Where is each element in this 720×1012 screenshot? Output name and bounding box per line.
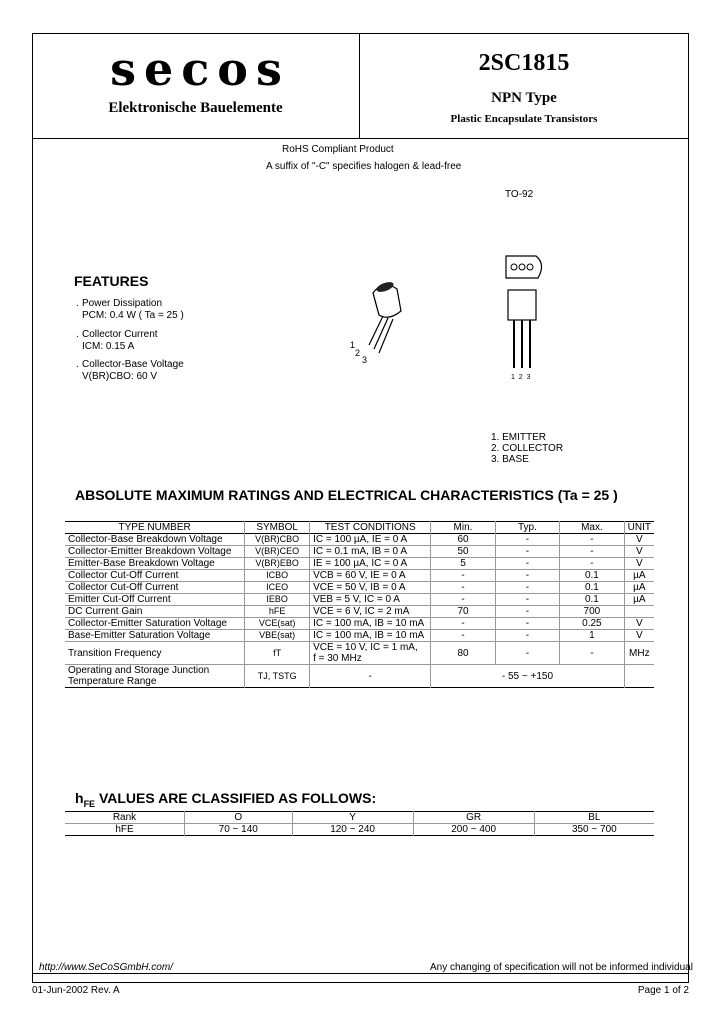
param-name: Collector Cut-Off Current bbox=[68, 570, 179, 581]
param-symbol: IEBO bbox=[245, 594, 310, 606]
test-conditions: IC = 0.1 mA, IB = 0 A bbox=[310, 546, 431, 558]
pin-1-label: 1. EMITTER bbox=[491, 432, 547, 443]
footer-page-number: Page 1 of 2 bbox=[637, 985, 689, 996]
col-header: UNIT bbox=[624, 522, 654, 534]
footer-date: 01-Jun-2002 Rev. A bbox=[32, 985, 120, 996]
package-label: TO-92 bbox=[505, 189, 534, 200]
param-name: Collector Cut-Off Current bbox=[68, 582, 179, 593]
min-value: 70 bbox=[431, 606, 495, 618]
param-name: Collector-Emitter Breakdown Voltage bbox=[68, 546, 232, 557]
hfe-header-cell: GR bbox=[413, 812, 534, 824]
features-title: FEATURES bbox=[74, 273, 149, 289]
param-name bbox=[65, 665, 245, 688]
feature-value: V(BR)CBO: 60 V bbox=[82, 371, 158, 382]
ratings-body bbox=[65, 534, 654, 688]
ratings-title: ABSOLUTE MAXIMUM RATINGS AND ELECTRICAL CHARACTERISTICS (Ta = 25 ) bbox=[75, 487, 618, 503]
hfe-value-cell: 120 ~ 240 bbox=[292, 824, 413, 836]
pin-label-2: 2 bbox=[355, 348, 361, 358]
test-conditions bbox=[310, 642, 431, 665]
param-symbol: ICEO bbox=[245, 582, 310, 594]
min-value: - bbox=[431, 618, 495, 630]
typ-value: - bbox=[495, 582, 559, 594]
max-value: 0.1 bbox=[560, 582, 625, 594]
hfe-value-cell: 350 ~ 700 bbox=[534, 824, 654, 836]
part-type: NPN Type bbox=[491, 90, 557, 106]
param-name: Emitter Cut-Off Current bbox=[68, 594, 171, 605]
secos-logo bbox=[80, 45, 320, 97]
typ-value: - bbox=[495, 606, 559, 618]
typ-value: - bbox=[495, 534, 559, 546]
test-conditions: IC = 100 µA, IE = 0 A bbox=[310, 534, 431, 546]
unit-value bbox=[624, 606, 654, 618]
max-value: 0.1 bbox=[560, 570, 625, 582]
table-row bbox=[65, 665, 654, 688]
hfe-title-rest: VALUES ARE CLASSIFIED AS FOLLOWS: bbox=[95, 790, 377, 806]
test-conditions: IC = 100 mA, IB = 10 mA bbox=[310, 630, 431, 642]
min-value: 50 bbox=[431, 546, 495, 558]
param-symbol: V(BR)CEO bbox=[245, 546, 310, 558]
hfe-table bbox=[65, 811, 654, 836]
feature-item: . Collector Current ICM: 0.15 A bbox=[76, 329, 158, 352]
ratings-table bbox=[65, 521, 654, 688]
typ-value: - bbox=[495, 618, 559, 630]
test-condition-line: VCE = 10 V, IC = 1 mA, bbox=[313, 642, 418, 653]
unit-value: V bbox=[624, 630, 654, 642]
col-header: Typ. bbox=[495, 522, 559, 534]
typ-value: - bbox=[495, 630, 559, 642]
param-name: Transition Frequency bbox=[68, 647, 162, 659]
part-description: Plastic Encapsulate Transistors bbox=[450, 113, 598, 125]
typ-value: - bbox=[495, 558, 559, 570]
pin-legend bbox=[491, 432, 563, 465]
test-conditions: VCE = 50 V, IB = 0 A bbox=[310, 582, 431, 594]
col-header: TEST CONDITIONS bbox=[310, 522, 431, 534]
hfe-header-cell: BL bbox=[534, 812, 654, 824]
feature-name: Power Dissipation bbox=[82, 298, 163, 309]
param-symbol: VBE(sat) bbox=[245, 630, 310, 642]
range-value: - 55 ~ +150 bbox=[431, 665, 624, 688]
param-name: Collector-Base Breakdown Voltage bbox=[68, 534, 223, 545]
min-value: 60 bbox=[431, 534, 495, 546]
hfe-value-cell: 70 ~ 140 bbox=[185, 824, 293, 836]
param-name: Emitter-Base Breakdown Voltage bbox=[68, 558, 215, 569]
unit-value: V bbox=[624, 546, 654, 558]
col-header: SYMBOL bbox=[245, 522, 310, 534]
table-row bbox=[65, 570, 654, 582]
min-value: - bbox=[431, 582, 495, 594]
unit-value: V bbox=[624, 558, 654, 570]
feature-value: PCM: 0.4 W ( Ta = 25 ) bbox=[82, 310, 184, 321]
table-row bbox=[65, 558, 654, 570]
max-value: 0.1 bbox=[560, 594, 625, 606]
col-header: TYPE NUMBER bbox=[118, 522, 191, 533]
min-value: 5 bbox=[431, 558, 495, 570]
max-value: - bbox=[560, 546, 625, 558]
unit-value: MHz bbox=[624, 642, 654, 665]
pin-2-label: 2. COLLECTOR bbox=[491, 443, 564, 454]
param-name: DC Current Gain bbox=[68, 606, 143, 617]
hfe-header-cell: O bbox=[185, 812, 293, 824]
table-row bbox=[65, 534, 654, 546]
col-header: Min. bbox=[431, 522, 495, 534]
test-conditions: VEB = 5 V, IC = 0 A bbox=[310, 594, 431, 606]
unit-value: V bbox=[624, 618, 654, 630]
test-conditions: - bbox=[310, 665, 431, 688]
min-value: 80 bbox=[431, 642, 495, 665]
pin-3-label: 3. BASE bbox=[491, 454, 529, 465]
min-value: - bbox=[431, 570, 495, 582]
table-header-row bbox=[65, 522, 654, 534]
table-row bbox=[65, 594, 654, 606]
to92-front-view-drawing bbox=[492, 250, 554, 385]
param-name: Collector-Emitter Saturation Voltage bbox=[68, 618, 227, 629]
company-subtitle: Elektronische Bauelemente bbox=[108, 100, 283, 116]
hfe-title bbox=[75, 790, 376, 809]
hfe-header-cell: Rank bbox=[112, 812, 137, 823]
unit-value: µA bbox=[624, 582, 654, 594]
unit-value bbox=[624, 665, 654, 688]
test-condition-line: f = 30 MHz bbox=[313, 653, 362, 664]
table-row bbox=[65, 630, 654, 642]
max-value: - bbox=[560, 558, 625, 570]
typ-value: - bbox=[495, 642, 559, 665]
max-value: 0.25 bbox=[560, 618, 625, 630]
param-symbol: hFE bbox=[245, 606, 310, 618]
hfe-value-cell: hFE bbox=[115, 824, 134, 835]
feature-item: . Collector-Base Voltage V(BR)CBO: 60 V bbox=[76, 359, 184, 382]
hfe-title-sub: FE bbox=[83, 798, 96, 809]
typ-value: - bbox=[495, 546, 559, 558]
feature-value: ICM: 0.15 A bbox=[82, 341, 135, 352]
max-value: 700 bbox=[560, 606, 625, 618]
hfe-header-cell: Y bbox=[292, 812, 413, 824]
hfe-title-h: h bbox=[75, 790, 84, 806]
feature-item: . Power Dissipation PCM: 0.4 W ( Ta = 25 ) bbox=[76, 298, 184, 321]
param-symbol: VCE(sat) bbox=[245, 618, 310, 630]
pin-label-3: 3 bbox=[362, 355, 368, 365]
test-conditions: VCE = 6 V, IC = 2 mA bbox=[310, 606, 431, 618]
param-name-line: Operating and Storage Junction bbox=[68, 665, 210, 676]
feature-name: Collector-Base Voltage bbox=[82, 359, 184, 370]
rohs-note: RoHS Compliant Product bbox=[282, 144, 394, 155]
test-conditions: IE = 100 µA, IC = 0 A bbox=[310, 558, 431, 570]
unit-value: V bbox=[624, 534, 654, 546]
table-row bbox=[65, 606, 654, 618]
to92-perspective-drawing bbox=[345, 275, 415, 370]
param-symbol: TJ, TSTG bbox=[245, 665, 310, 688]
min-value: - bbox=[431, 630, 495, 642]
typ-value: - bbox=[495, 594, 559, 606]
unit-value: µA bbox=[624, 570, 654, 582]
halogen-note: A suffix of "-C" specifies halogen & lead-free bbox=[266, 161, 462, 172]
hfe-value-row bbox=[65, 824, 654, 836]
param-symbol: fT bbox=[245, 642, 310, 665]
param-name-line: Temperature Range bbox=[68, 676, 157, 687]
pin-number-labels: 1 2 3 bbox=[511, 374, 531, 381]
unit-value: µA bbox=[624, 594, 654, 606]
table-row bbox=[65, 582, 654, 594]
min-value: - bbox=[431, 594, 495, 606]
pin-label-1: 1 bbox=[350, 340, 356, 350]
table-row bbox=[65, 618, 654, 630]
hfe-header-row bbox=[65, 812, 654, 824]
part-number: 2SC1815 bbox=[478, 50, 570, 76]
max-value: - bbox=[560, 642, 625, 665]
max-value: - bbox=[560, 534, 625, 546]
feature-name: Collector Current bbox=[82, 329, 158, 340]
max-value: 1 bbox=[560, 630, 625, 642]
table-row bbox=[65, 642, 654, 665]
typ-value: - bbox=[495, 570, 559, 582]
footer-url-link[interactable]: http://www.SeCoSGmbH.com/ bbox=[39, 962, 173, 973]
test-conditions: IC = 100 mA, IB = 10 mA bbox=[310, 618, 431, 630]
page-frame bbox=[32, 33, 689, 983]
header-divider bbox=[32, 138, 689, 139]
hfe-value-cell: 200 ~ 400 bbox=[413, 824, 534, 836]
param-symbol: ICBO bbox=[245, 570, 310, 582]
param-name: Base-Emitter Saturation Voltage bbox=[68, 630, 211, 641]
param-symbol: V(BR)CBO bbox=[245, 534, 310, 546]
brand-logo-text: secos bbox=[110, 45, 290, 96]
param-symbol: V(BR)EBO bbox=[245, 558, 310, 570]
footer-rule bbox=[32, 973, 689, 974]
footer-note: Any changing of specification will not be informed individual bbox=[430, 962, 693, 973]
test-conditions: VCB = 60 V, IE = 0 A bbox=[310, 570, 431, 582]
table-row bbox=[65, 546, 654, 558]
col-header: Max. bbox=[560, 522, 625, 534]
